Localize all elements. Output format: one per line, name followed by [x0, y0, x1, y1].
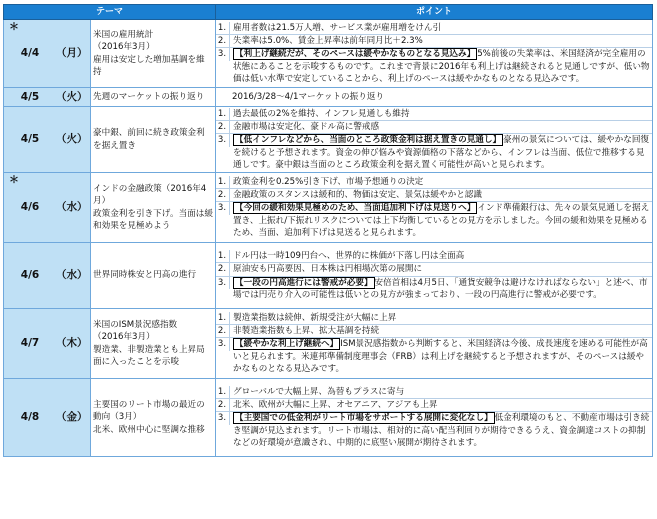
table-row: [4, 88, 653, 107]
theme-cell: [91, 20, 216, 88]
point-text-wrap: [230, 386, 652, 398]
point-number: 2.: [216, 399, 230, 411]
point-text-wrap: [230, 202, 652, 239]
table-row: [4, 309, 653, 379]
star-mark: ＊: [9, 22, 19, 33]
point-item: [216, 338, 652, 375]
point-item: [216, 386, 652, 399]
point-text: グローバルで大幅上昇、為替もプラスに寄与: [233, 386, 405, 397]
point-number: 1.: [216, 108, 230, 120]
point-text: 雇用者数は21.5万人増、サービス業が雇用増をけん引: [233, 22, 442, 33]
date-label: 4/5: [20, 133, 40, 146]
point-text: 安倍首相は4月5日、「通貨安競争は避けなければならない」と述べ、市場では円売り介入の可能性は低いとの見方が強まっており、一段の円高進行に警戒が必要です。: [233, 277, 648, 300]
theme-cell: [91, 107, 216, 173]
point-item: [216, 121, 652, 134]
weekly-report-table: [3, 4, 653, 457]
theme-cell: [91, 173, 216, 243]
point-number: 3.: [216, 277, 230, 289]
point-item: [216, 412, 652, 449]
theme-text: 米国のISM景況感指数 （2016年3月） 製造業、非製造業とも上昇局面に入ったことを示唆: [93, 319, 205, 367]
theme-cell: [91, 243, 216, 309]
single-point: 2016/3/28～4/1マーケットの振り返り: [232, 91, 385, 102]
point-text-wrap: [230, 121, 652, 133]
point-item: [216, 176, 652, 189]
weekday-label: （水）: [56, 269, 88, 282]
point-text: 非製造業指数も上昇、拡大基調を持続: [233, 326, 380, 337]
point-highlight: 【利上げ継続だが、そのペースは緩やかなものとなる見込み】: [235, 49, 476, 60]
weekday-label: （火）: [56, 133, 88, 146]
point-text-wrap: [230, 22, 652, 34]
point-text: 5%前後の失業率は、米国経済が完全雇用の状態にあることを示唆するものです。これまで背景に2016年も利上げは継続されると見通しですが、低い物価は低い水準で安定していることから、利上げのペースは緩やかなものとなる見込みです。: [233, 49, 650, 84]
point-number: 2.: [216, 35, 230, 47]
date-label: 4/6: [20, 269, 40, 282]
date-label: 4/4: [20, 47, 40, 60]
date-cell: [4, 379, 91, 457]
header-row: [4, 5, 653, 20]
table-row: [4, 173, 653, 243]
theme-cell: [91, 309, 216, 379]
header-theme: テーマ: [4, 5, 216, 20]
point-number: 2.: [216, 325, 230, 337]
table-row: [4, 243, 653, 309]
date-cell: [4, 88, 91, 107]
point-text-wrap: [230, 412, 652, 449]
theme-cell: [91, 88, 216, 107]
point-item: [216, 35, 652, 48]
point-text: 原油安も円高要因、日本株は円相場次第の展開に: [233, 264, 423, 275]
header-points: ポイント: [216, 5, 653, 20]
points-cell: [216, 20, 653, 88]
point-text-wrap: [230, 134, 652, 171]
weekday-label: （月）: [56, 47, 88, 60]
point-text-wrap: [230, 325, 652, 337]
points-cell: [216, 379, 653, 457]
star-mark: ＊: [9, 175, 19, 186]
point-number: 3.: [216, 338, 230, 350]
point-text: 過去最低の2%を維持、インフレ見通しも維持: [233, 108, 410, 119]
point-number: 2.: [216, 189, 230, 201]
point-number: 1.: [216, 386, 230, 398]
theme-text: 先週のマーケットの振り返り: [93, 91, 205, 102]
points-cell: [216, 88, 653, 107]
date-cell: [4, 107, 91, 173]
point-number: 3.: [216, 134, 230, 146]
point-text: 北米、欧州が大幅に上昇、オセアニア、アジアも上昇: [233, 400, 438, 411]
point-item: [216, 277, 652, 301]
point-number: 3.: [216, 412, 230, 424]
point-number: 3.: [216, 202, 230, 214]
point-item: [216, 325, 652, 338]
point-highlight: 【主要国での低金利がリート市場をサポートする展開に変化なし】: [235, 413, 493, 424]
point-text: 失業率は5.0%、賃金上昇率は前年同月比＋2.3%: [233, 36, 423, 47]
weekday-label: （木）: [56, 337, 88, 350]
point-text: 政策金利を0.25%引き下げ、市場予想通りの決定: [233, 176, 424, 187]
point-highlight: 【今回の緩和効果見極めのため、当面追加利下げは見送りへ】: [235, 203, 476, 214]
points-cell: [216, 107, 653, 173]
table-row: [4, 379, 653, 457]
point-text-wrap: [230, 35, 652, 47]
point-highlight: 【一段の円高進行には警戒が必要】: [235, 277, 373, 288]
point-number: 1.: [216, 250, 230, 262]
date-cell: [4, 20, 91, 88]
points-cell: [216, 309, 653, 379]
point-text: 金融市場は安定化、豪ドル高に警戒感: [233, 122, 380, 133]
point-item: [216, 134, 652, 171]
point-item: [216, 399, 652, 412]
date-label: 4/6: [20, 201, 40, 214]
point-text: 低金利環境のもと、不動産市場は引き続き堅調が見込まれます。リート市場は、相対的に高い配当利回りが期待できるうえ、資金調達コストの抑制などの好環境が意識され、中期的に底堅い展開が期待されます。: [233, 413, 650, 448]
date-label: 4/8: [20, 411, 40, 424]
point-text-wrap: [230, 108, 652, 120]
point-item: [216, 189, 652, 202]
point-highlight: 【緩やかな利上げ継続へ】: [235, 339, 339, 350]
point-text-wrap: [230, 263, 652, 275]
point-text: 豪州の景気については、緩やかな回復を続けると予想されます。資金の伸び悩みや資源価格の下落などから、インフレは当面、低位で推移する見通しです。豪中銀は当面のところ政策金利を据え置く可能性が高いと見られます。: [233, 135, 650, 170]
point-text: ドル円は一時109円台へ、世界的に株価が下落し円は全面高: [233, 251, 465, 262]
point-text-wrap: [230, 189, 652, 201]
date-cell: [4, 243, 91, 309]
point-item: [216, 263, 652, 276]
theme-text: 世界同時株安と円高の進行: [93, 270, 197, 281]
theme-text: 米国の雇用統計 （2016年3月） 雇用は安定した増加基調を維持: [93, 29, 205, 77]
point-text-wrap: [230, 250, 652, 262]
weekday-label: （火）: [56, 90, 88, 103]
theme-cell: [91, 379, 216, 457]
date-label: 4/5: [20, 90, 40, 103]
theme-text: インドの金融政策（2016年4月） 政策金利を引き下げ。当面は緩和効果を見極めよう: [93, 183, 213, 231]
points-cell: [216, 243, 653, 309]
point-text-wrap: [230, 338, 652, 375]
point-number: 1.: [216, 22, 230, 34]
point-text: ISM景況感指数から判断すると、米国経済は今後、成長速度を速める可能性が高いと見られます。米連邦準備制度理事会（FRB）は利上げを継続すると予想されますが、そのペースは緩やかなものとなる見込みです。: [233, 339, 648, 374]
point-text-wrap: [230, 312, 652, 324]
point-item: [216, 108, 652, 121]
point-number: 2.: [216, 263, 230, 275]
weekday-label: （水）: [56, 201, 88, 214]
date-label: 4/7: [20, 337, 40, 350]
date-cell: [4, 309, 91, 379]
theme-text: 豪中銀、前回に続き政策金利を据え置き: [93, 128, 205, 151]
point-item: [216, 250, 652, 263]
point-text: 製造業指数は続伸、新規受注が大幅に上昇: [233, 312, 397, 323]
point-text-wrap: [230, 176, 652, 188]
theme-text: 主要国のリート市場の最近の動向（3月） 北米、欧州中心に堅調な推移: [93, 399, 205, 435]
point-number: 1.: [216, 312, 230, 324]
points-cell: [216, 173, 653, 243]
table-row: [4, 20, 653, 88]
point-item: [216, 22, 652, 35]
point-number: 3.: [216, 48, 230, 60]
point-number: 1.: [216, 176, 230, 188]
point-text: インド準備銀行は、先々の景気見通しを据え置き、上振れ/下振れリスクについては上下均衡しているとの見方を示しました。今回の緩和効果を見極めるため、当面、追加利下げは見送ると見られます。: [233, 203, 650, 238]
point-text-wrap: [230, 48, 652, 85]
point-item: [216, 48, 652, 85]
point-item: [216, 202, 652, 239]
table-row: [4, 107, 653, 173]
point-text-wrap: [230, 277, 652, 301]
date-cell: [4, 173, 91, 243]
point-highlight: 【低インフレなどから、当面のところ政策金利は据え置きの見通し】: [235, 135, 502, 146]
point-text-wrap: [230, 399, 652, 411]
point-item: [216, 312, 652, 325]
point-text: 金融政策のスタンスは緩和的、物価は安定、景気は緩やかと認識: [233, 190, 482, 201]
point-number: 2.: [216, 121, 230, 133]
weekday-label: （金）: [56, 411, 88, 424]
